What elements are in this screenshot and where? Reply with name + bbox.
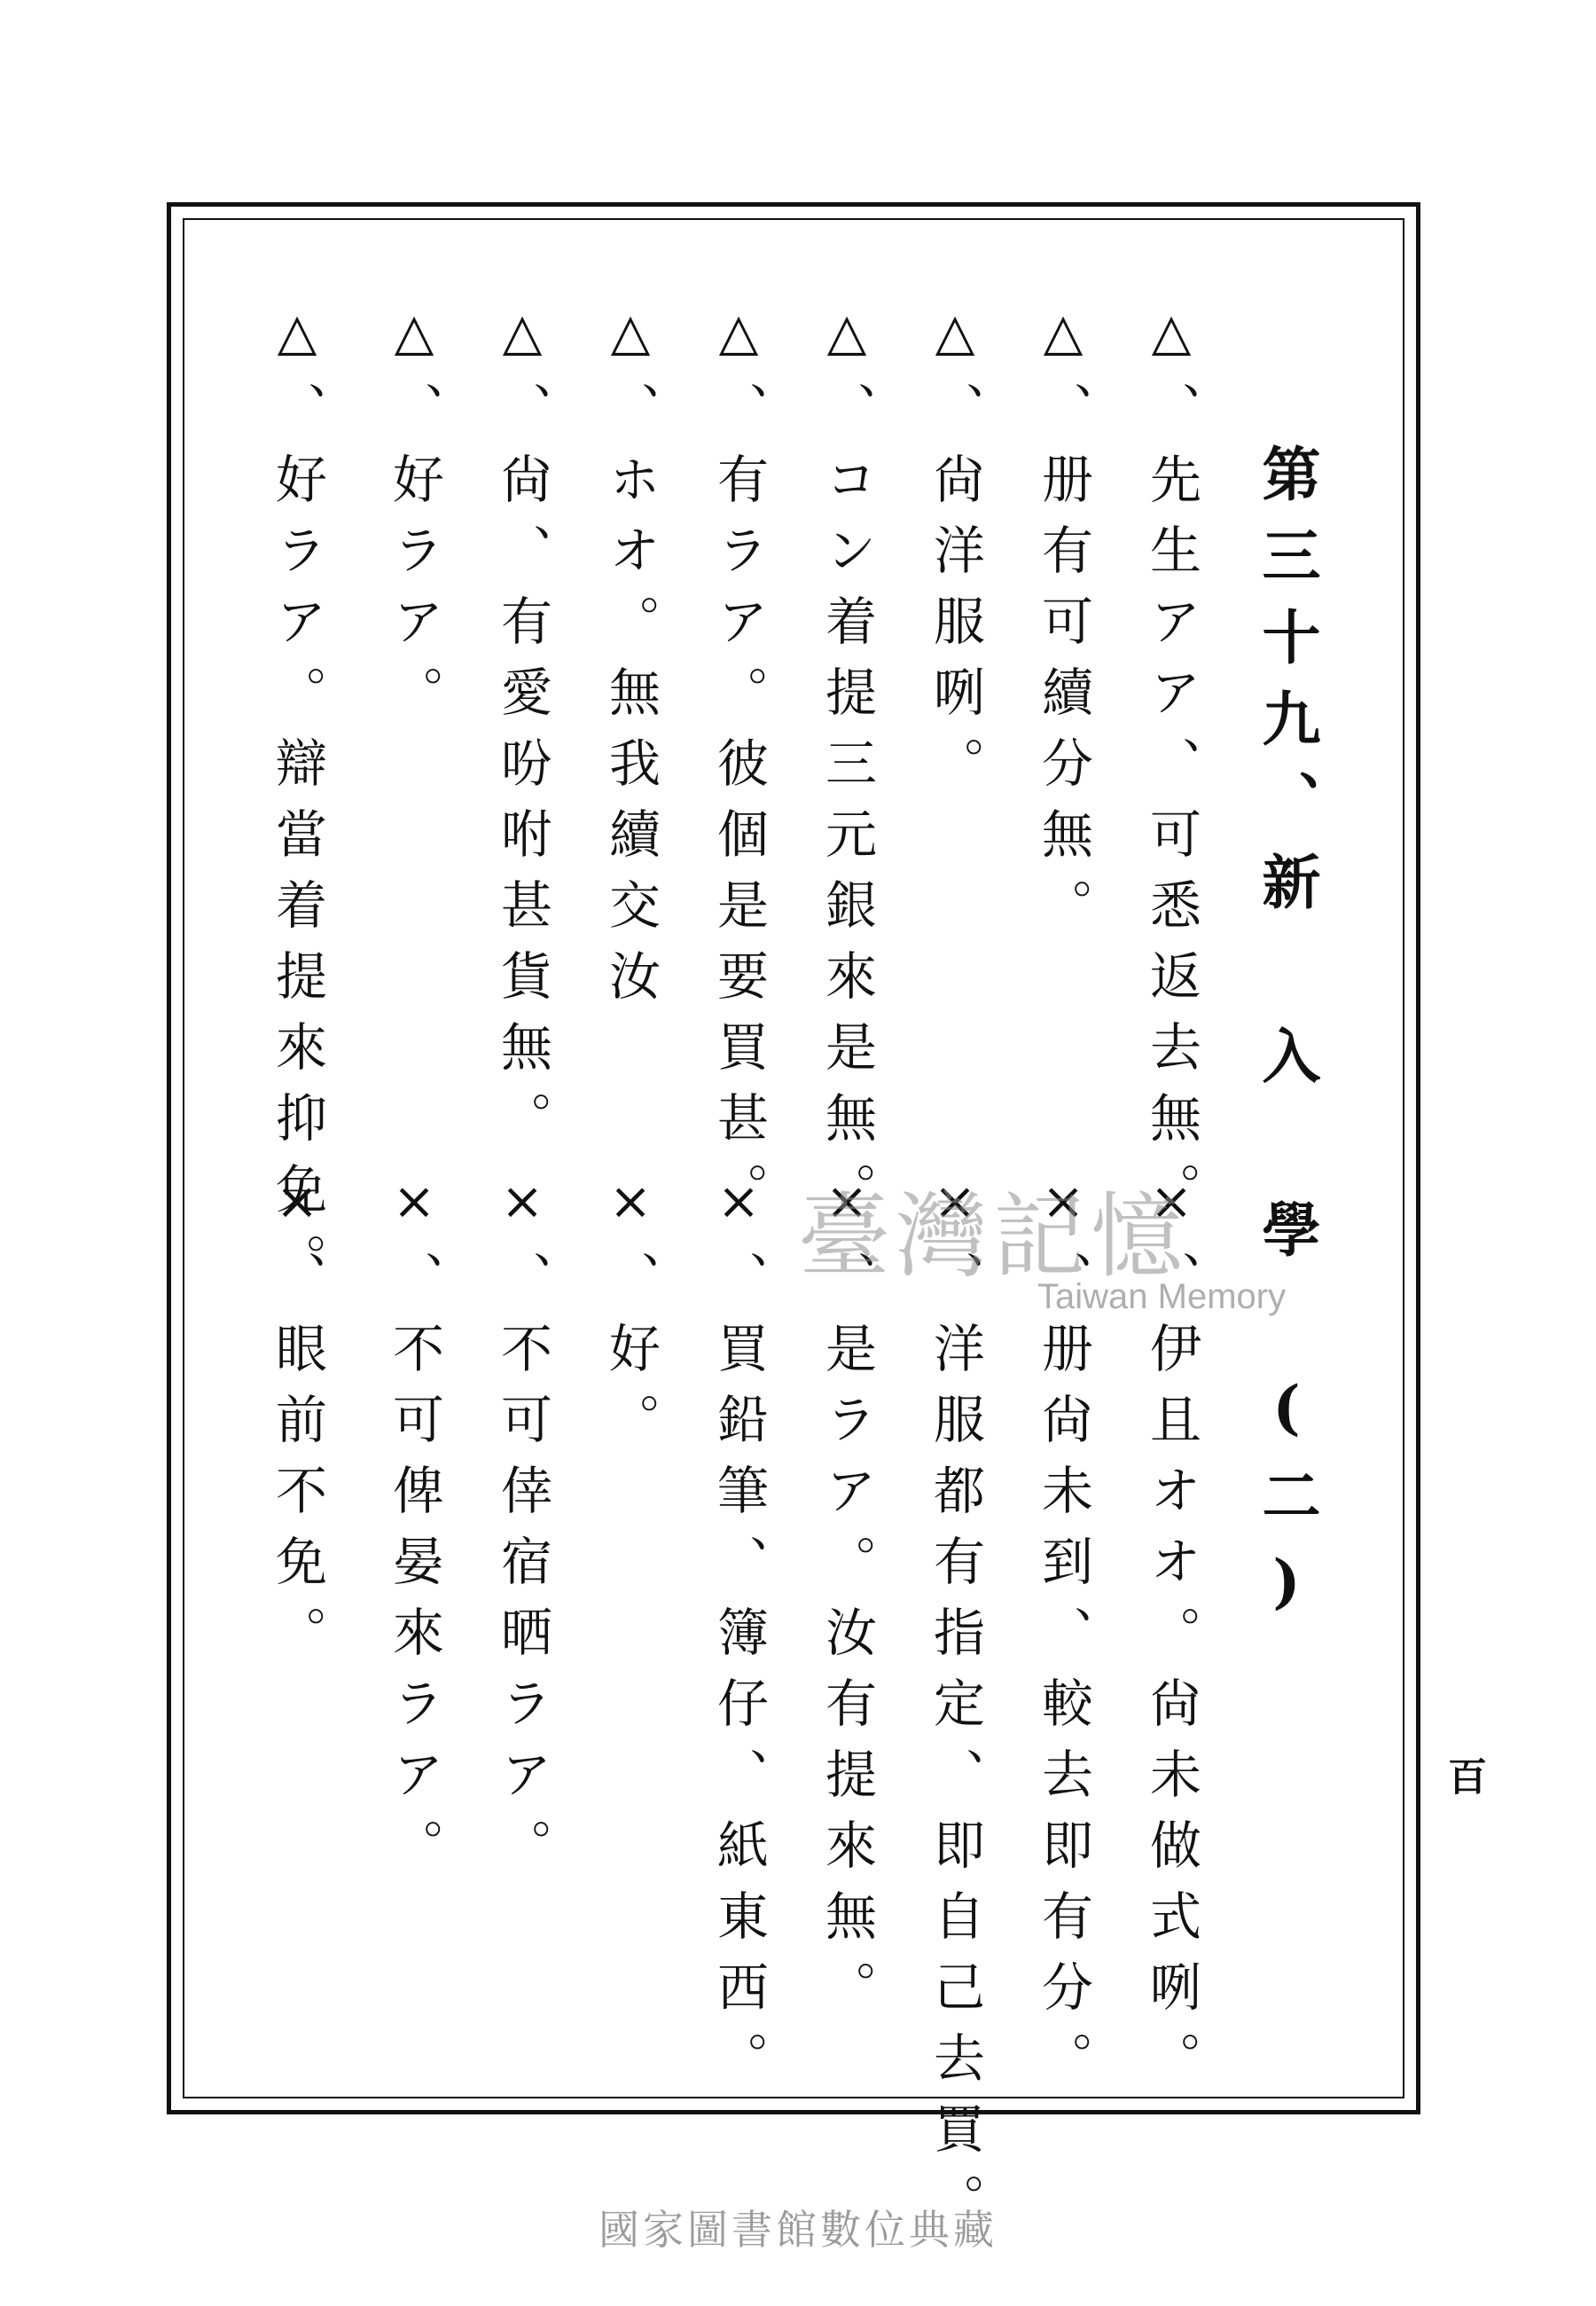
dialogue-line: ×、洋服都有指定、即自己去買。 (925, 1171, 985, 2244)
dialogue-line: △、コン着提三元銀來是無。 (817, 302, 877, 1233)
dialogue-line: ×、册尙未到、較去即有分。 (1033, 1171, 1093, 2102)
dialogue-line: ×、眼前不免。 (267, 1171, 327, 1676)
dialogue-line: ×、是ラア。汝有提來無。 (817, 1171, 877, 2031)
dialogue-line: △、好ラア。辯當着提來抑免。 (267, 302, 327, 1304)
archive-credit: 國家圖書館數位典藏 (598, 2206, 998, 2254)
dialogue-line: △、尙、有愛吩咐甚貨無。 (492, 302, 552, 1162)
page-number: 百 (1441, 1756, 1486, 1795)
dialogue-line: △、册有可續分無。 (1033, 302, 1093, 949)
dialogue-line: ×、不可倖宿晒ラア。 (492, 1171, 552, 1889)
watermark-logo: 臺灣記憶 (798, 1182, 1189, 1290)
page-border-inner (183, 218, 1404, 2098)
dialogue-line: ×、伊且オオ。尙未做式咧。 (1141, 1171, 1201, 2102)
lesson-title: 第三十九、新 入 學 (二) (1252, 443, 1321, 1639)
dialogue-line: ×、不可俾晏來ラア。 (384, 1171, 444, 1889)
dialogue-line: △、先生アア、可悉返去無。 (1141, 302, 1201, 1233)
dialogue-line: △、尙洋服咧。 (925, 302, 985, 807)
watermark-subtitle: Taiwan Memory (1037, 1277, 1287, 1316)
dialogue-line: ×、好。 (600, 1171, 661, 1463)
dialogue-line: △、好ラア。 (384, 302, 444, 736)
dialogue-line: △、有ラア。彼個是要買甚。 (708, 302, 769, 1233)
dialogue-line: ×、買鉛筆、簿仔、紙東西。 (708, 1171, 769, 2102)
dialogue-line: △、ホオ。無我續交汝 (600, 302, 661, 1020)
